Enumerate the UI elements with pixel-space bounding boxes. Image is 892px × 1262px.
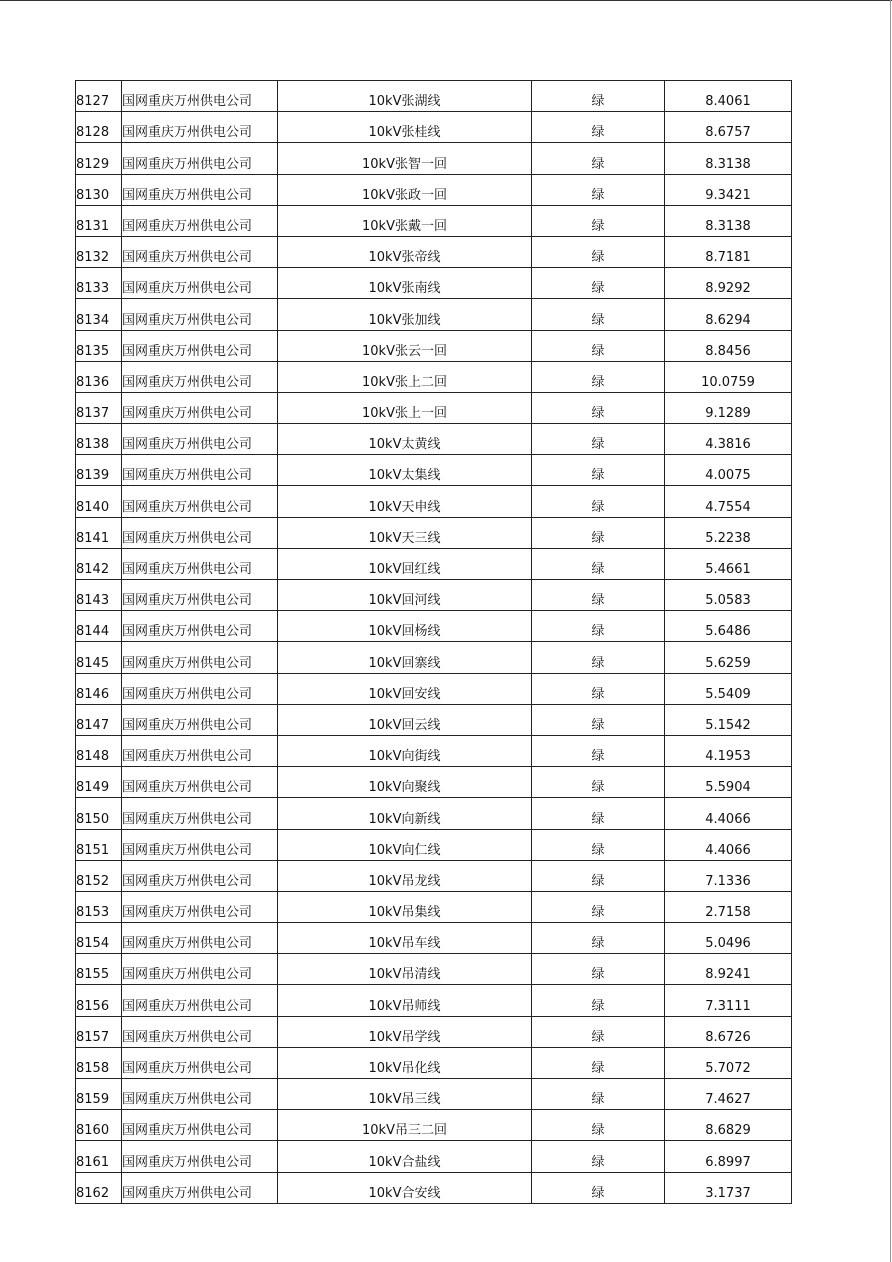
status-color-cell: 绿 — [532, 517, 665, 548]
company-cell: 国网重庆万州供电公司 — [122, 424, 278, 455]
status-color-cell: 绿 — [532, 704, 665, 735]
line-name-cell: 10kV向仁线 — [278, 829, 532, 860]
table-row — [76, 1079, 792, 1110]
company-cell: 国网重庆万州供电公司 — [122, 580, 278, 611]
status-color-cell: 绿 — [532, 112, 665, 143]
status-color-cell: 绿 — [532, 891, 665, 922]
row-number-cell: 8143 — [76, 580, 122, 611]
company-cell: 国网重庆万州供电公司 — [122, 548, 278, 579]
line-name-cell: 10kV吊清线 — [278, 954, 532, 985]
line-name-cell: 10kV回云线 — [278, 704, 532, 735]
row-number-cell: 8152 — [76, 860, 122, 891]
row-number-cell: 8150 — [76, 798, 122, 829]
status-color-cell: 绿 — [532, 829, 665, 860]
table-row — [76, 424, 792, 455]
table-row — [76, 1016, 792, 1047]
status-color-cell: 绿 — [532, 392, 665, 423]
line-name-cell: 10kV太集线 — [278, 455, 532, 486]
table-row — [76, 548, 792, 579]
row-number-cell: 8137 — [76, 392, 122, 423]
status-color-cell: 绿 — [532, 268, 665, 299]
row-number-cell: 8134 — [76, 299, 122, 330]
line-name-cell: 10kV天申线 — [278, 486, 532, 517]
table-row — [76, 392, 792, 423]
table-row — [76, 81, 792, 112]
company-cell: 国网重庆万州供电公司 — [122, 704, 278, 735]
table-row — [76, 361, 792, 392]
table-row — [76, 704, 792, 735]
company-cell: 国网重庆万州供电公司 — [122, 860, 278, 891]
company-cell: 国网重庆万州供电公司 — [122, 236, 278, 267]
table-row — [76, 517, 792, 548]
value-cell: 8.8456 — [665, 330, 792, 361]
company-cell: 国网重庆万州供电公司 — [122, 486, 278, 517]
table-row — [76, 1172, 792, 1203]
table-row — [76, 299, 792, 330]
table-row — [76, 798, 792, 829]
line-name-cell: 10kV合盐线 — [278, 1141, 532, 1172]
row-number-cell: 8156 — [76, 985, 122, 1016]
value-cell: 8.3138 — [665, 205, 792, 236]
status-color-cell: 绿 — [532, 486, 665, 517]
table-row — [76, 642, 792, 673]
status-color-cell: 绿 — [532, 1110, 665, 1141]
company-cell: 国网重庆万州供电公司 — [122, 673, 278, 704]
row-number-cell: 8148 — [76, 735, 122, 766]
company-cell: 国网重庆万州供电公司 — [122, 330, 278, 361]
line-name-cell: 10kV吊龙线 — [278, 860, 532, 891]
table-row — [76, 767, 792, 798]
status-color-cell: 绿 — [532, 174, 665, 205]
table-row — [76, 1047, 792, 1078]
line-name-cell: 10kV回红线 — [278, 548, 532, 579]
status-color-cell: 绿 — [532, 361, 665, 392]
status-color-cell: 绿 — [532, 548, 665, 579]
status-color-cell: 绿 — [532, 860, 665, 891]
value-cell: 8.6757 — [665, 112, 792, 143]
line-name-cell: 10kV吊学线 — [278, 1016, 532, 1047]
table-row — [76, 174, 792, 205]
value-cell: 8.6726 — [665, 1016, 792, 1047]
table-row — [76, 954, 792, 985]
value-cell: 7.1336 — [665, 860, 792, 891]
status-color-cell: 绿 — [532, 205, 665, 236]
table-row — [76, 1141, 792, 1172]
line-name-cell: 10kV张云一回 — [278, 330, 532, 361]
row-number-cell: 8160 — [76, 1110, 122, 1141]
company-cell: 国网重庆万州供电公司 — [122, 1079, 278, 1110]
line-name-cell: 10kV向新线 — [278, 798, 532, 829]
line-name-cell: 10kV吊化线 — [278, 1047, 532, 1078]
row-number-cell: 8153 — [76, 891, 122, 922]
value-cell: 8.6829 — [665, 1110, 792, 1141]
line-name-cell: 10kV张帝线 — [278, 236, 532, 267]
status-color-cell: 绿 — [532, 1016, 665, 1047]
company-cell: 国网重庆万州供电公司 — [122, 517, 278, 548]
status-color-cell: 绿 — [532, 143, 665, 174]
value-cell: 2.7158 — [665, 891, 792, 922]
value-cell: 9.3421 — [665, 174, 792, 205]
value-cell: 5.4661 — [665, 548, 792, 579]
row-number-cell: 8128 — [76, 112, 122, 143]
company-cell: 国网重庆万州供电公司 — [122, 1110, 278, 1141]
status-color-cell: 绿 — [532, 611, 665, 642]
table-body — [76, 81, 792, 1204]
row-number-cell: 8135 — [76, 330, 122, 361]
value-cell: 5.1542 — [665, 704, 792, 735]
status-color-cell: 绿 — [532, 923, 665, 954]
company-cell: 国网重庆万州供电公司 — [122, 392, 278, 423]
status-color-cell: 绿 — [532, 455, 665, 486]
row-number-cell: 8139 — [76, 455, 122, 486]
value-cell: 5.0583 — [665, 580, 792, 611]
row-number-cell: 8162 — [76, 1172, 122, 1203]
table-row — [76, 268, 792, 299]
line-name-cell: 10kV张戴一回 — [278, 205, 532, 236]
status-color-cell: 绿 — [532, 424, 665, 455]
company-cell: 国网重庆万州供电公司 — [122, 642, 278, 673]
line-name-cell: 10kV吊车线 — [278, 923, 532, 954]
company-cell: 国网重庆万州供电公司 — [122, 1141, 278, 1172]
company-cell: 国网重庆万州供电公司 — [122, 1047, 278, 1078]
value-cell: 5.2238 — [665, 517, 792, 548]
row-number-cell: 8161 — [76, 1141, 122, 1172]
value-cell: 5.0496 — [665, 923, 792, 954]
status-color-cell: 绿 — [532, 1172, 665, 1203]
value-cell: 8.6294 — [665, 299, 792, 330]
table-row — [76, 611, 792, 642]
line-name-cell: 10kV张智一回 — [278, 143, 532, 174]
line-name-cell: 10kV吊集线 — [278, 891, 532, 922]
table-row — [76, 829, 792, 860]
company-cell: 国网重庆万州供电公司 — [122, 112, 278, 143]
company-cell: 国网重庆万州供电公司 — [122, 923, 278, 954]
company-cell: 国网重庆万州供电公司 — [122, 891, 278, 922]
table-row — [76, 580, 792, 611]
company-cell: 国网重庆万州供电公司 — [122, 829, 278, 860]
row-number-cell: 8157 — [76, 1016, 122, 1047]
row-number-cell: 8127 — [76, 81, 122, 112]
status-color-cell: 绿 — [532, 767, 665, 798]
line-name-cell: 10kV张加线 — [278, 299, 532, 330]
line-name-cell: 10kV回河线 — [278, 580, 532, 611]
row-number-cell: 8155 — [76, 954, 122, 985]
table-row — [76, 673, 792, 704]
row-number-cell: 8136 — [76, 361, 122, 392]
value-cell: 4.4066 — [665, 798, 792, 829]
value-cell: 8.9241 — [665, 954, 792, 985]
status-color-cell: 绿 — [532, 580, 665, 611]
status-color-cell: 绿 — [532, 673, 665, 704]
row-number-cell: 8144 — [76, 611, 122, 642]
row-number-cell: 8159 — [76, 1079, 122, 1110]
line-name-cell: 10kV吊三二回 — [278, 1110, 532, 1141]
status-color-cell: 绿 — [532, 735, 665, 766]
table-row — [76, 860, 792, 891]
value-cell: 5.6486 — [665, 611, 792, 642]
table-row — [76, 236, 792, 267]
company-cell: 国网重庆万州供电公司 — [122, 611, 278, 642]
line-name-cell: 10kV吊三线 — [278, 1079, 532, 1110]
value-cell: 6.8997 — [665, 1141, 792, 1172]
value-cell: 5.5904 — [665, 767, 792, 798]
table-row — [76, 923, 792, 954]
value-cell: 8.3138 — [665, 143, 792, 174]
value-cell: 4.0075 — [665, 455, 792, 486]
row-number-cell: 8132 — [76, 236, 122, 267]
line-name-cell: 10kV吊师线 — [278, 985, 532, 1016]
value-cell: 3.1737 — [665, 1172, 792, 1203]
row-number-cell: 8130 — [76, 174, 122, 205]
table-row — [76, 985, 792, 1016]
value-cell: 8.9292 — [665, 268, 792, 299]
line-name-cell: 10kV向街线 — [278, 735, 532, 766]
company-cell: 国网重庆万州供电公司 — [122, 361, 278, 392]
value-cell: 5.6259 — [665, 642, 792, 673]
value-cell: 5.7072 — [665, 1047, 792, 1078]
value-cell: 4.4066 — [665, 829, 792, 860]
line-name-cell: 10kV张湖线 — [278, 81, 532, 112]
value-cell: 7.4627 — [665, 1079, 792, 1110]
row-number-cell: 8146 — [76, 673, 122, 704]
status-color-cell: 绿 — [532, 1141, 665, 1172]
status-color-cell: 绿 — [532, 330, 665, 361]
status-color-cell: 绿 — [532, 299, 665, 330]
company-cell: 国网重庆万州供电公司 — [122, 268, 278, 299]
line-name-cell: 10kV张政一回 — [278, 174, 532, 205]
line-name-cell: 10kV张桂线 — [278, 112, 532, 143]
value-cell: 4.1953 — [665, 735, 792, 766]
company-cell: 国网重庆万州供电公司 — [122, 798, 278, 829]
row-number-cell: 8158 — [76, 1047, 122, 1078]
company-cell: 国网重庆万州供电公司 — [122, 81, 278, 112]
status-color-cell: 绿 — [532, 798, 665, 829]
line-name-cell: 10kV合安线 — [278, 1172, 532, 1203]
line-name-cell: 10kV天三线 — [278, 517, 532, 548]
value-cell: 9.1289 — [665, 392, 792, 423]
value-cell: 5.5409 — [665, 673, 792, 704]
table-row — [76, 112, 792, 143]
row-number-cell: 8138 — [76, 424, 122, 455]
table-row — [76, 205, 792, 236]
row-number-cell: 8131 — [76, 205, 122, 236]
row-number-cell: 8151 — [76, 829, 122, 860]
row-number-cell: 8147 — [76, 704, 122, 735]
table-row — [76, 735, 792, 766]
company-cell: 国网重庆万州供电公司 — [122, 143, 278, 174]
table-row — [76, 143, 792, 174]
value-cell: 8.4061 — [665, 81, 792, 112]
value-cell: 4.3816 — [665, 424, 792, 455]
company-cell: 国网重庆万州供电公司 — [122, 985, 278, 1016]
page-top-rule — [0, 0, 892, 1]
company-cell: 国网重庆万州供电公司 — [122, 954, 278, 985]
line-name-cell: 10kV回寨线 — [278, 642, 532, 673]
company-cell: 国网重庆万州供电公司 — [122, 1016, 278, 1047]
status-color-cell: 绿 — [532, 985, 665, 1016]
company-cell: 国网重庆万州供电公司 — [122, 735, 278, 766]
row-number-cell: 8129 — [76, 143, 122, 174]
page-right-edge — [890, 0, 891, 1262]
row-number-cell: 8154 — [76, 923, 122, 954]
row-number-cell: 8142 — [76, 548, 122, 579]
row-number-cell: 8149 — [76, 767, 122, 798]
row-number-cell: 8133 — [76, 268, 122, 299]
line-name-cell: 10kV太黄线 — [278, 424, 532, 455]
line-name-cell: 10kV张上二回 — [278, 361, 532, 392]
row-number-cell: 8140 — [76, 486, 122, 517]
table-row — [76, 330, 792, 361]
company-cell: 国网重庆万州供电公司 — [122, 767, 278, 798]
company-cell: 国网重庆万州供电公司 — [122, 455, 278, 486]
company-cell: 国网重庆万州供电公司 — [122, 205, 278, 236]
company-cell: 国网重庆万州供电公司 — [122, 299, 278, 330]
status-color-cell: 绿 — [532, 954, 665, 985]
line-name-cell: 10kV回安线 — [278, 673, 532, 704]
company-cell: 国网重庆万州供电公司 — [122, 1172, 278, 1203]
line-name-cell: 10kV张南线 — [278, 268, 532, 299]
table-row — [76, 486, 792, 517]
feeder-line-table — [75, 80, 792, 1204]
table-row — [76, 455, 792, 486]
line-name-cell: 10kV向聚线 — [278, 767, 532, 798]
company-cell: 国网重庆万州供电公司 — [122, 174, 278, 205]
row-number-cell: 8141 — [76, 517, 122, 548]
table-row — [76, 1110, 792, 1141]
line-name-cell: 10kV回杨线 — [278, 611, 532, 642]
line-name-cell: 10kV张上一回 — [278, 392, 532, 423]
value-cell: 4.7554 — [665, 486, 792, 517]
value-cell: 8.7181 — [665, 236, 792, 267]
status-color-cell: 绿 — [532, 1047, 665, 1078]
table-row — [76, 891, 792, 922]
status-color-cell: 绿 — [532, 642, 665, 673]
status-color-cell: 绿 — [532, 236, 665, 267]
row-number-cell: 8145 — [76, 642, 122, 673]
status-color-cell: 绿 — [532, 1079, 665, 1110]
value-cell: 7.3111 — [665, 985, 792, 1016]
value-cell: 10.0759 — [665, 361, 792, 392]
status-color-cell: 绿 — [532, 81, 665, 112]
